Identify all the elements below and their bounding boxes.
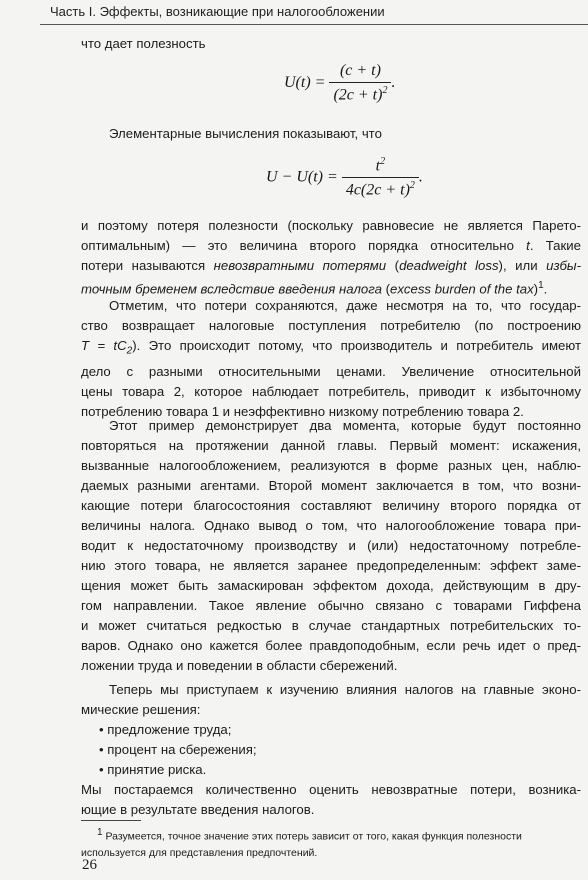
para3-line: варов. Однако оно кажется более правдоподобным, если речь идет о пред- <box>81 638 581 653</box>
para-elementary <box>81 124 581 144</box>
para1-l2-end: . Такие <box>529 238 581 253</box>
para1-l4-end: . <box>543 281 548 297</box>
formula2-den-exp: 2 <box>409 180 415 192</box>
para1-l4-close: ) <box>533 281 539 297</box>
list-item: • процент на сбережения; <box>99 742 257 757</box>
paragraph-conclusion <box>81 780 581 820</box>
formula2-denominator <box>342 177 419 199</box>
formula2-end: . <box>418 168 423 186</box>
para1-l4-paren: ( <box>381 281 390 297</box>
para3-line: вызванные налогообложением, реализуются в форме разных цен, наблю- <box>81 458 581 473</box>
formula-utility <box>284 62 395 104</box>
paragraph-losses <box>81 296 581 422</box>
list-item: • принятие риска. <box>99 762 207 777</box>
para3-line: нию этого товара, не является заранее предопределенным: эффект заме- <box>81 558 581 573</box>
para1-line-1: и поэтому потеря полезности (поскольку равновесие не является Парето- <box>81 218 581 233</box>
para1-l4-term: точным бременем вследствие введения налога <box>81 281 382 297</box>
paragraph-two-moments <box>81 416 581 676</box>
para4-line: Теперь мы приступаем к изучению влияния налогов на главные эконо- <box>109 682 581 697</box>
para1-l4-english: excess burden of the tax <box>389 281 534 297</box>
footnote-ref: 1 <box>538 280 544 291</box>
formula2-den-base: 4c(2c + t) <box>345 181 410 199</box>
para1-l3-english: deadweight loss <box>399 258 499 273</box>
para1-l2-var: t <box>526 238 530 253</box>
intro-text: что дает полезность <box>81 36 206 51</box>
footnote-line-1 <box>81 825 581 845</box>
para3-line: гом направлении. Такое явление обычно связано с товарами Гиффена <box>81 598 581 613</box>
paragraph-next-steps <box>81 680 581 720</box>
para1-l2-text: оптимальным) — это величина второго порядка относительно <box>81 238 527 253</box>
formula1-fraction <box>329 62 391 104</box>
para2-formula-sub: 2 <box>126 345 133 357</box>
footnote <box>81 825 581 861</box>
footnote-mark: 1 <box>97 827 103 838</box>
formula1-denominator <box>329 82 391 104</box>
page-number: 26 <box>82 857 97 873</box>
footnote-line-2: используется для представления предпочтений. <box>81 846 318 859</box>
para3-line: повторяться на протяжении данной главы. Первый момент: искажения, <box>81 438 581 453</box>
para2-line-6: потреблению товара 1 и неэффективно низкому потреблению товара 2. <box>81 403 524 419</box>
formula1-den-base: (2c + t) <box>333 86 383 104</box>
para1-line-2 <box>81 236 581 256</box>
bullet-list <box>81 720 581 780</box>
para2-line-4: дело с разными относительными ценами. Увеличение относительной <box>81 363 581 379</box>
footnote-divider <box>81 820 141 821</box>
para2-line-5: цены товара 2, которое наблюдает потребитель, приводит к избыточному <box>81 383 581 399</box>
para3-line: водит к недостаточному производству и (или) недостаточному потребле- <box>81 538 581 553</box>
para3-line: щения может быть замаскирован эффектом дохода, действующим в дру- <box>81 578 581 593</box>
para1-l3-or: ), или <box>498 258 547 273</box>
para3-line: ложении труда и поведении в области сбережений. <box>81 658 398 673</box>
list-item: • предложение труда; <box>99 722 232 737</box>
para2-line-3 <box>81 336 581 362</box>
formula1-end: . <box>391 73 396 91</box>
formula-loss <box>266 156 423 200</box>
para1-l3-text: потери называются <box>81 258 214 273</box>
para3-line: даемых разными агентами. Второй момент заключается в том, что возни- <box>81 478 581 493</box>
para3-line: величины налога. Однако вывод о том, что налогообложение товара при- <box>81 518 581 533</box>
para2-formula: T = tC <box>81 338 127 353</box>
paragraph-pareto <box>81 216 581 299</box>
running-header-title: Часть I. Эффекты, возникающие при налогообложении <box>50 4 385 19</box>
para4-line: мические решения: <box>81 702 201 717</box>
para2-line-1: Отметим, что потери сохраняются, даже несмотря на то, что государ- <box>109 298 581 313</box>
para-elementary-text: Элементарные вычисления показывают, что <box>109 126 382 141</box>
formula2-num-exp: 2 <box>380 156 386 167</box>
formula1-den-exp: 2 <box>382 85 388 96</box>
para1-l3-term: невозвратными потерями <box>213 258 387 273</box>
formula1-lhs: U(t) = <box>284 73 326 91</box>
intro-line <box>81 34 581 54</box>
formula1-numerator: (c + t) <box>339 62 381 79</box>
para5-line: Мы постараемся количественно оценить невозвратные потери, возника- <box>81 782 581 797</box>
formula2-fraction <box>342 156 419 200</box>
para3-line: Этот пример демонстрирует два момента, которые будут постоянно <box>109 418 581 433</box>
formula2-num-base: t <box>375 157 381 175</box>
formula2-numerator <box>342 156 419 177</box>
para3-line: кающие потери благосостояния составляют величину второго порядка от <box>81 498 581 513</box>
para2-l3-text: ). Это происходит потому, что производитель и потребитель имеют <box>132 338 581 353</box>
running-header <box>40 0 588 25</box>
para1-l3-paren: ( <box>386 258 400 273</box>
footnote-text-1: Разумеется, точное значение этих потерь зависит от того, какая функция полезности <box>102 830 522 843</box>
para1-line-3 <box>81 256 581 276</box>
para2-line-2: ство возвращает налоговые поступления потребителю (по построению <box>81 318 581 333</box>
para1-l3-term2: избы- <box>546 258 581 273</box>
formula2-lhs: U − U(t) = <box>266 168 338 186</box>
para3-line: и может считаться редкостью в случае стандартных потребительских то- <box>81 618 581 633</box>
para5-line: ющие в результате введения налогов. <box>81 802 315 817</box>
